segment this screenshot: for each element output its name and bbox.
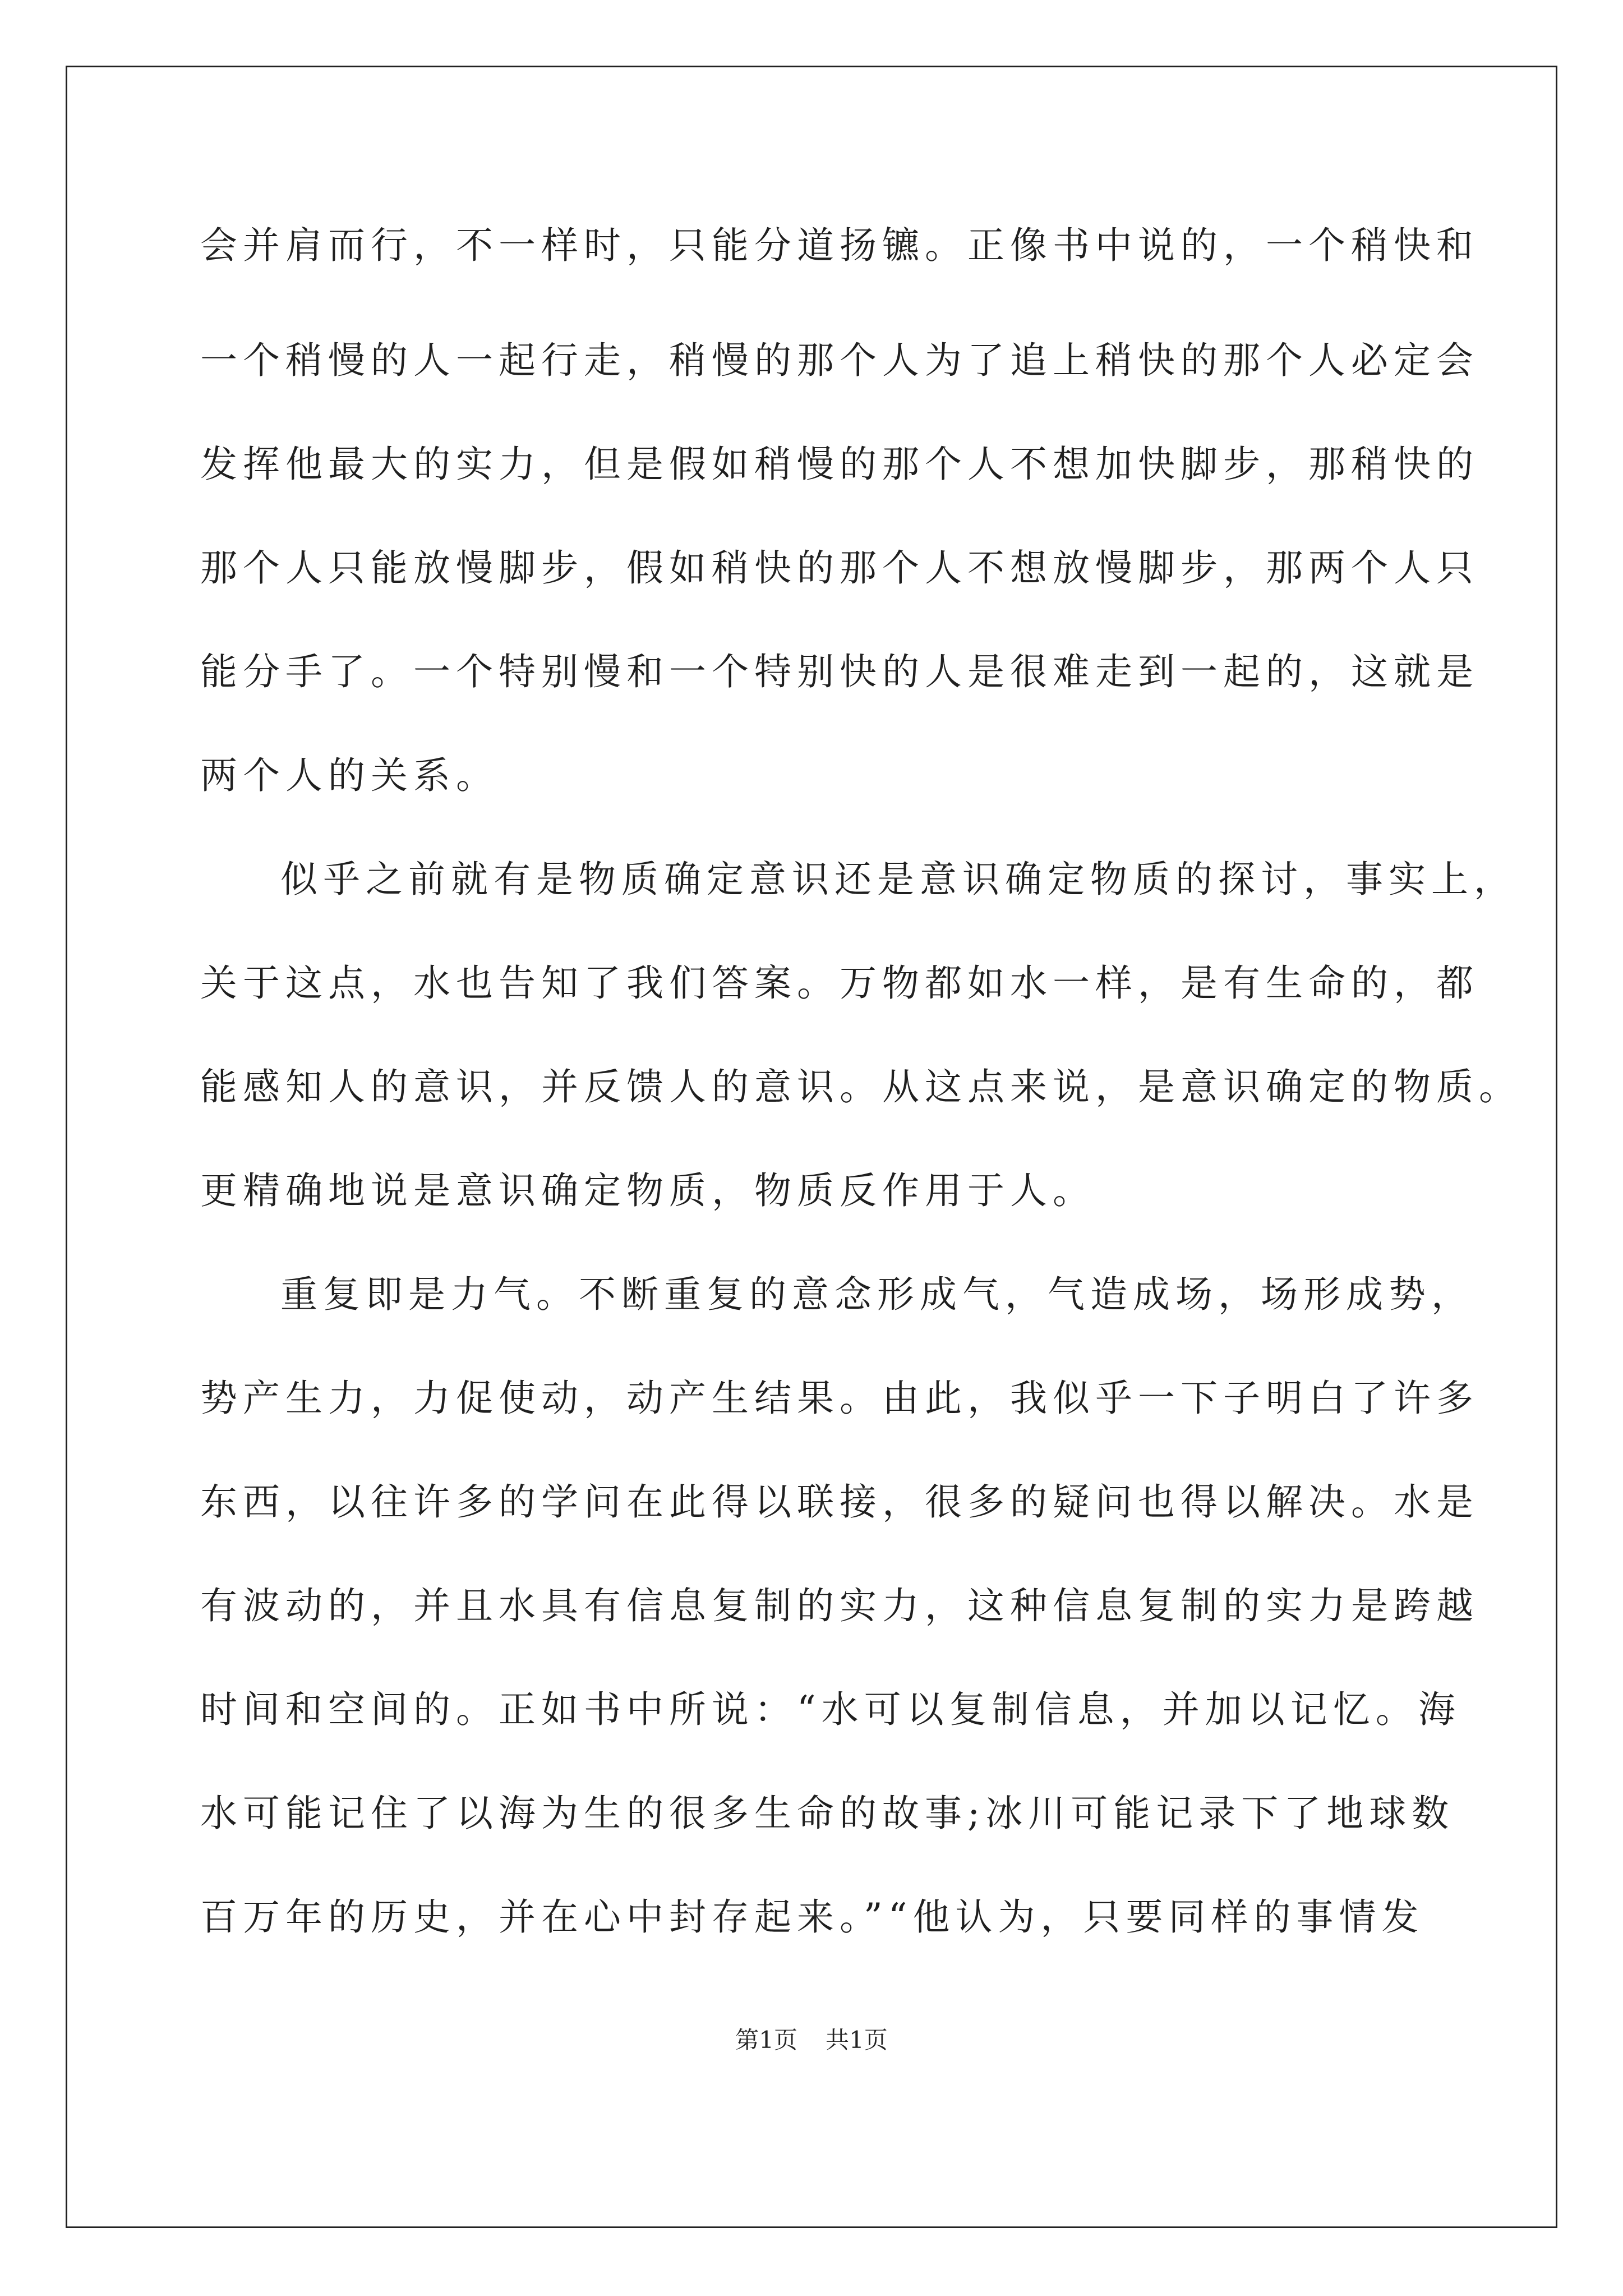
text-line: 百万年的历史，并在心中封存起来。”“他认为，只要同样的事情发 xyxy=(200,1895,1424,1939)
page-total: 共1页 xyxy=(826,2026,888,2054)
page-number: 第1页 xyxy=(735,2026,797,2054)
page-footer xyxy=(0,2026,1623,2054)
text-line: 有波动的，并且水具有信息复制的实力，这种信息复制的实力是跨越 xyxy=(200,1584,1479,1627)
text-line: 关于这点，水也告知了我们答案。万物都如水一样，是有生命的，都 xyxy=(200,961,1479,1005)
text-line: 时间和空间的。正如书中所说：“水可以复制信息，并加以记忆。海 xyxy=(200,1688,1461,1731)
text-line: 更精确地说是意识确定物质，物质反作用于人。 xyxy=(200,1169,1095,1212)
text-line: 那个人只能放慢脚步，假如稍快的那个人不想放慢脚步，那两个人只 xyxy=(200,546,1479,590)
paragraph-first-line: 似乎之前就有是物质确定意识还是意识确定物质的探讨，事实上， xyxy=(280,858,1516,901)
text-line: 水可能记住了以海为生的很多生命的故事;冰川可能记录下了地球数 xyxy=(200,1792,1455,1835)
text-line: 一个稍慢的人一起行走，稍慢的那个人为了追上稍快的那个人必定会 xyxy=(200,339,1479,382)
text-line: 会并肩而行，不一样时，只能分道扬镳。正像书中说的，一个稍快和 xyxy=(200,224,1479,267)
paragraph-first-line: 重复即是力气。不断重复的意念形成气，气造成场，场形成势， xyxy=(280,1273,1474,1316)
text-line: 能分手了。一个特别慢和一个特别快的人是很难走到一起的，这就是 xyxy=(200,650,1479,693)
text-line: 势产生力，力促使动，动产生结果。由此，我似乎一下子明白了许多 xyxy=(200,1377,1479,1420)
text-line: 两个人的关系。 xyxy=(200,754,499,797)
text-line: 发挥他最大的实力，但是假如稍慢的那个人不想加快脚步，那稍快的 xyxy=(200,443,1479,486)
text-line: 能感知人的意识，并反馈人的意识。从这点来说，是意识确定的物质。 xyxy=(200,1065,1521,1108)
text-line: 东西，以往许多的学问在此得以联接，很多的疑问也得以解决。水是 xyxy=(200,1480,1479,1524)
